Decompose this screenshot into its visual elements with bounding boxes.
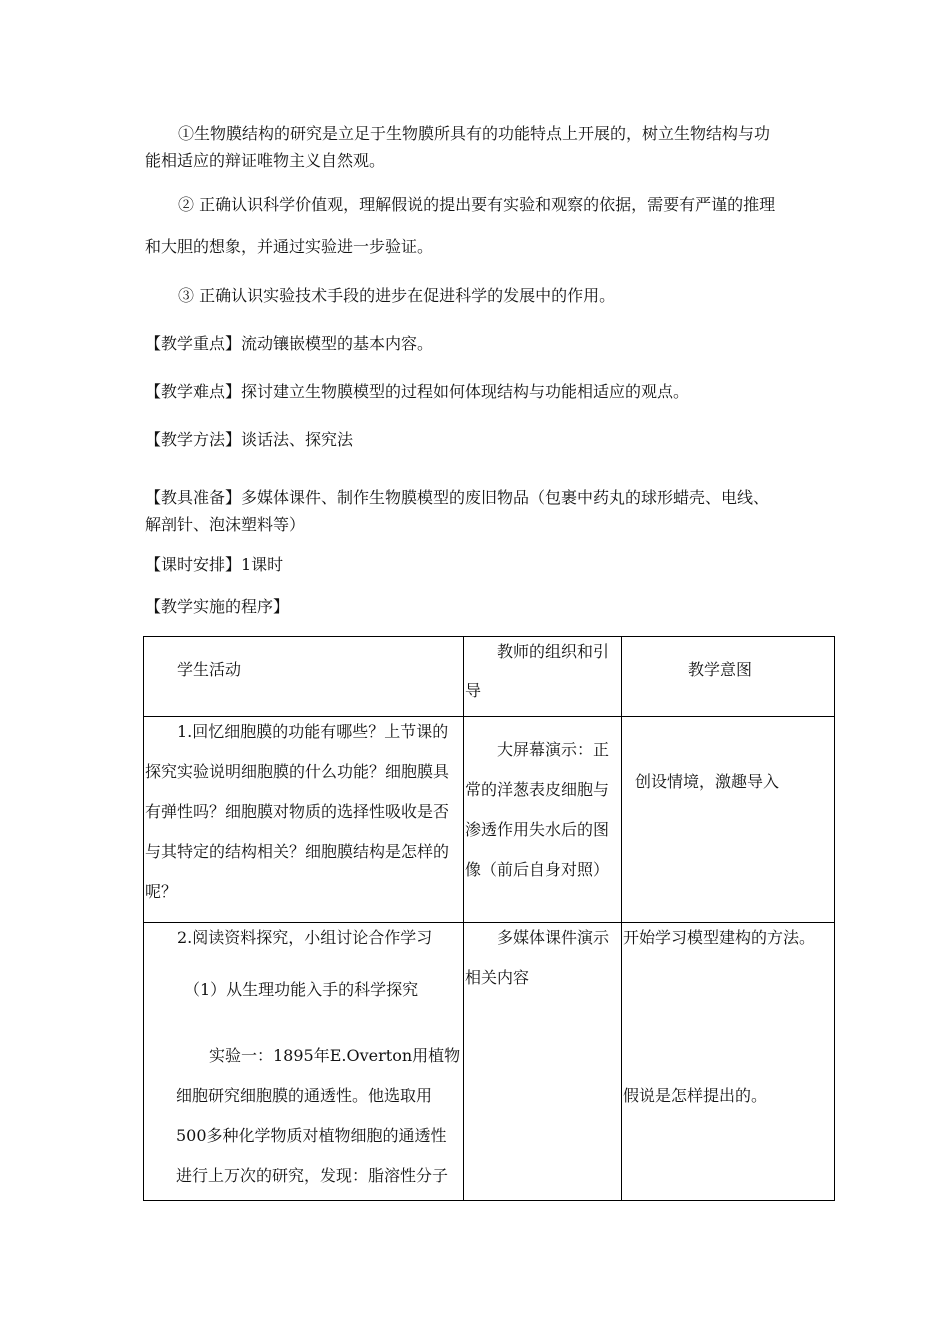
materials-line-2: 解剖针、泡沫塑料等） xyxy=(145,515,306,534)
schedule: 【课时安排】1课时 xyxy=(145,555,284,574)
row1-teacher-line: 大屏幕演示：正 xyxy=(497,740,610,759)
table-header-row xyxy=(144,637,835,717)
row1-student-cell xyxy=(144,717,464,923)
row1-teacher-line: 像（前后自身对照） xyxy=(465,860,610,879)
procedure-heading: 【教学实施的程序】 xyxy=(145,597,290,616)
materials-line-1: 【教具准备】多媒体课件、制作生物膜模型的废旧物品（包裹中药丸的球形蜡壳、电线、 xyxy=(145,488,770,507)
table-row xyxy=(144,923,835,1201)
objective-3: ③ 正确认识实验技术手段的进步在促进科学的发展中的作用。 xyxy=(178,286,616,305)
row2-student-line: 500多种化学物质对植物细胞的通透性 xyxy=(176,1126,447,1145)
row2-intent-line: 开始学习模型建构的方法。 xyxy=(623,928,816,947)
objective-2-line-2: 和大胆的想象，并通过实验进一步验证。 xyxy=(145,237,434,256)
header-intent: 教学意图 xyxy=(688,660,753,679)
row2-student-line: 进行上万次的研究，发现：脂溶性分子 xyxy=(176,1166,449,1185)
row1-student-line: 呢？ xyxy=(145,882,178,901)
row2-student-cell xyxy=(144,923,464,1201)
row1-teacher-line: 常的洋葱表皮细胞与 xyxy=(465,780,610,799)
row2-intent-cell xyxy=(622,923,835,1201)
key-point: 【教学重点】流动镶嵌模型的基本内容。 xyxy=(145,334,434,353)
header-student-cell xyxy=(144,637,464,717)
row1-student-line: 与其特定的结构相关？细胞膜结构是怎样的 xyxy=(145,842,450,861)
row1-student-line: 有弹性吗？细胞膜对物质的选择性吸收是否 xyxy=(145,802,450,821)
table-row xyxy=(144,717,835,923)
objective-1-line-1: ①生物膜结构的研究是立足于生物膜所具有的功能特点上开展的，树立生物结构与功 xyxy=(178,124,771,143)
row1-teacher-line: 渗透作用失水后的图 xyxy=(465,820,610,839)
objective-1-line-2: 能相适应的辩证唯物主义自然观。 xyxy=(145,151,386,170)
row2-teacher-line: 多媒体课件演示 xyxy=(497,928,610,947)
objective-2-line-1: ② 正确认识科学价值观，理解假说的提出要有实验和观察的依据，需要有严谨的推理 xyxy=(178,195,776,214)
row2-teacher-line: 相关内容 xyxy=(465,968,530,987)
procedure-table xyxy=(143,636,835,1201)
row2-student-line: 实验一：1895年E.Overton用植物 xyxy=(209,1046,461,1065)
row1-student-line: 1.回忆细胞膜的功能有哪些？上节课的 xyxy=(177,722,449,741)
row1-student-line: 探究实验说明细胞膜的什么功能？细胞膜具 xyxy=(145,762,450,781)
row1-teacher-cell xyxy=(464,717,622,923)
difficulty: 【教学难点】探讨建立生物膜模型的过程如何体现结构与功能相适应的观点。 xyxy=(145,382,690,401)
row2-student-line: （1）从生理功能入手的科学探究 xyxy=(184,980,419,999)
row2-intent-line: 假说是怎样提出的。 xyxy=(623,1086,768,1105)
row2-student-line: 2.阅读资料探究，小组讨论合作学习 xyxy=(177,928,433,947)
row1-intent: 创设情境，激趣导入 xyxy=(635,772,780,791)
header-student: 学生活动 xyxy=(177,660,242,679)
header-teacher-line-2: 导 xyxy=(465,681,482,700)
teaching-method: 【教学方法】谈话法、探究法 xyxy=(145,430,354,449)
header-teacher-line-1: 教师的组织和引 xyxy=(497,642,610,661)
row2-student-line: 细胞研究细胞膜的通透性。他选取用 xyxy=(176,1086,433,1105)
